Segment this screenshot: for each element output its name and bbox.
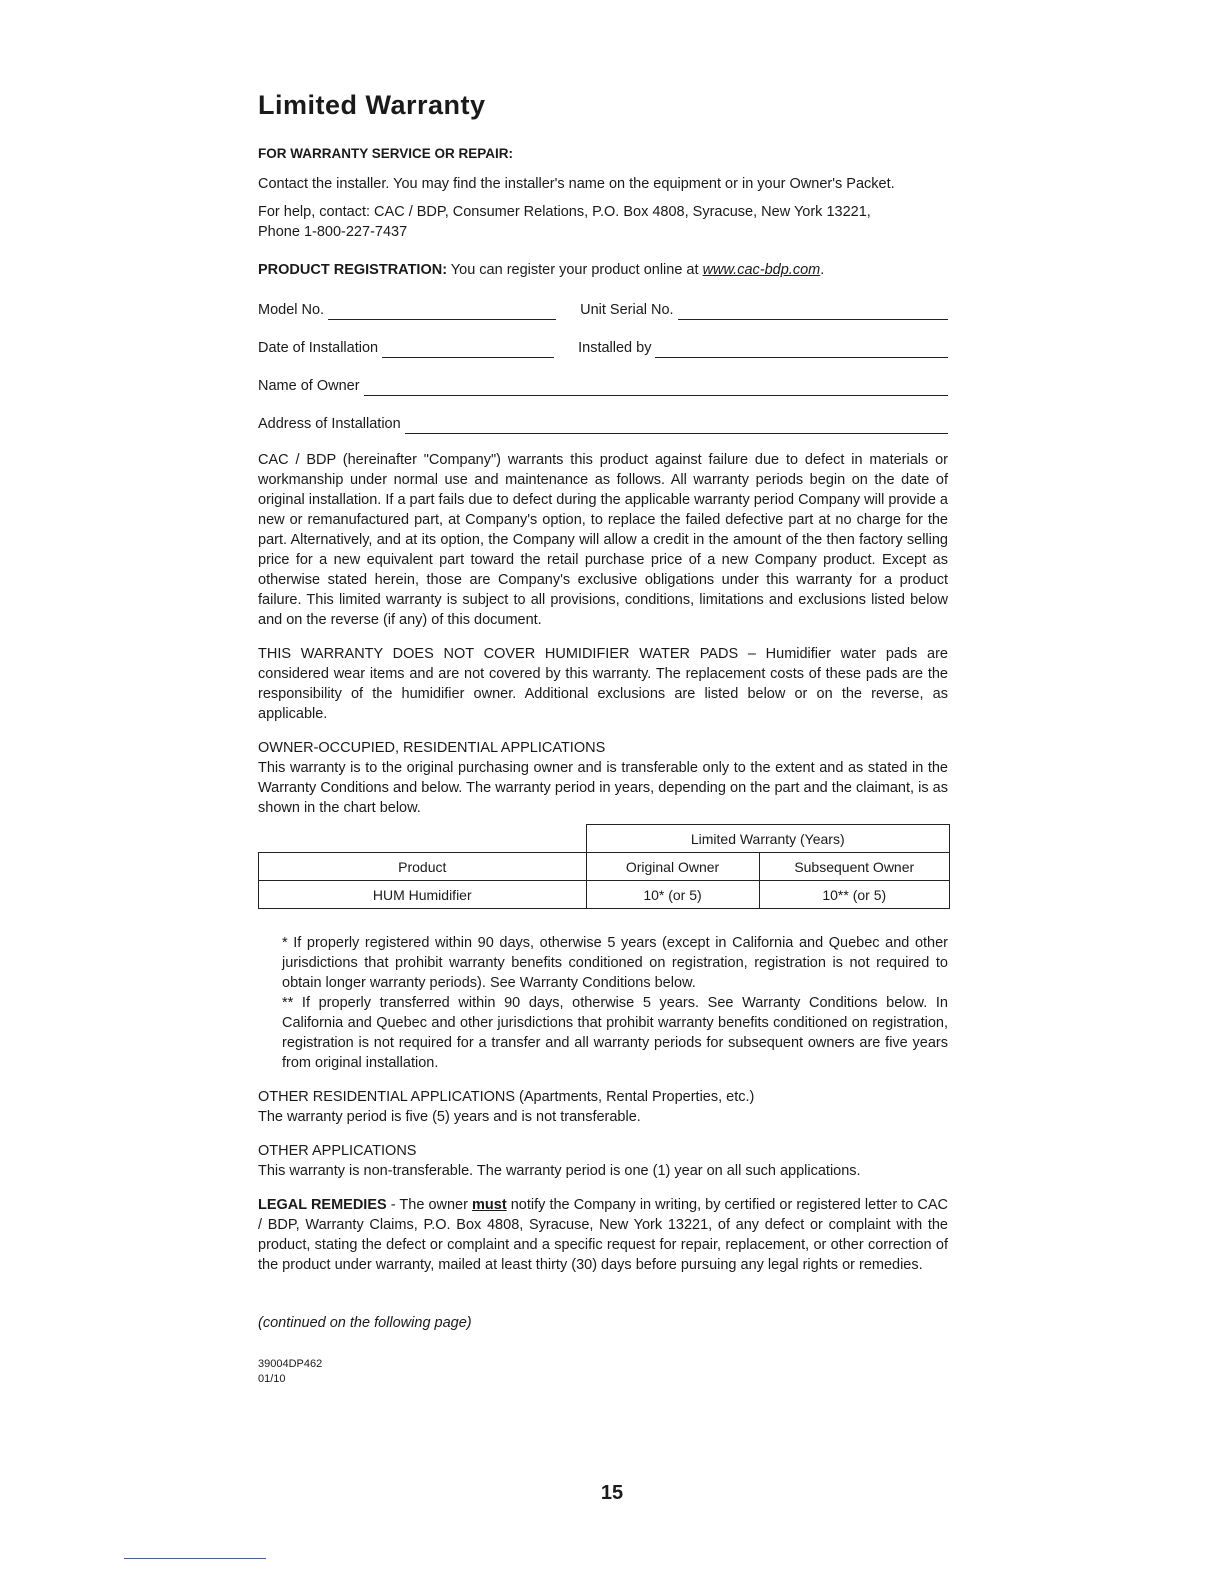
registration-label: PRODUCT REGISTRATION: bbox=[258, 262, 448, 278]
table-group-row bbox=[259, 825, 950, 853]
other-applications-heading: OTHER APPLICATIONS bbox=[258, 1143, 417, 1159]
help-contact-line: For help, contact: CAC / BDP, Consumer Relations, P.O. Box 4808, Syracuse, New York 13221, bbox=[258, 204, 871, 220]
table-cell-product: HUM Humidifier bbox=[259, 881, 587, 909]
owner-occupied-text: This warranty is to the original purchasing owner and is transferable only to the extent and as stated in the Warranty Conditions and below. The warranty period in years, depending on the part and the claimant, is as shown in the chart below. bbox=[258, 760, 948, 816]
page-number: 15 bbox=[600, 1482, 624, 1504]
install-date-field[interactable] bbox=[382, 343, 554, 358]
unit-serial-label: Unit Serial No. bbox=[580, 302, 674, 318]
registration-end: . bbox=[820, 262, 825, 278]
install-date-label: Date of Installation bbox=[258, 340, 379, 356]
other-residential-text: The warranty period is five (5) years and is not transferable. bbox=[258, 1109, 641, 1125]
doc-code: 39004DP462 bbox=[258, 1358, 323, 1370]
continued-note: (continued on the following page) bbox=[258, 1315, 472, 1331]
table-header-product: Product bbox=[259, 853, 587, 881]
model-serial-row bbox=[258, 298, 948, 320]
footnote-double: ** If properly transferred within 90 days, otherwise 5 years. See Warranty Conditions below. In California and Quebec and other jurisdictions that prohibit warranty benefits conditioned on registration, registration is not required for a transfer and all warranty periods for subsequent owners are five years from original installation. bbox=[282, 995, 948, 1071]
table-header-row bbox=[259, 853, 950, 881]
contact-installer-text: Contact the installer. You may find the installer's name on the equipment or in your Owner's Packet. bbox=[258, 176, 895, 192]
other-applications-text: This warranty is non-transferable. The warranty period is one (1) year on all such applications. bbox=[258, 1163, 861, 1179]
page-title: Limited Warranty bbox=[258, 90, 486, 120]
installed-by-field[interactable] bbox=[655, 343, 948, 358]
address-row bbox=[258, 412, 948, 434]
table-cell-original: 10* (or 5) bbox=[586, 881, 759, 909]
table-cell-subsequent: 10** (or 5) bbox=[759, 881, 950, 909]
water-pads-paragraph: THIS WARRANTY DOES NOT COVER HUMIDIFIER WATER PADS – Humidifier water pads are considered wear items and are not covered by this warranty. The replacement costs of these pads are the responsibility of the humidifier owner. Additional exclusions are listed below or on the reverse, as applicable. bbox=[258, 646, 948, 722]
corner-divider bbox=[124, 1558, 266, 1559]
warranty-table bbox=[258, 824, 950, 909]
footnotes bbox=[282, 933, 948, 1073]
registration-line bbox=[258, 260, 948, 280]
legal-remedies-post: notify the Company in writing, by certified or registered letter to CAC / BDP, Warranty Claims, P.O. Box 4808, Syracuse, New York 13221, of any defect or complaint with the product, stating the defect or complaint and a specific request for repair, replacement, or other correction of the product under warranty, mailed at least thirty (30) days before pursuing any legal rights or remedies. bbox=[258, 1197, 948, 1273]
installed-by-label: Installed by bbox=[578, 340, 652, 356]
registration-text: You can register your product online at bbox=[447, 262, 703, 278]
legal-remedies-label: LEGAL REMEDIES bbox=[258, 1197, 387, 1213]
legal-remedies-pre: - The owner bbox=[386, 1197, 473, 1213]
legal-remedies-must: must bbox=[472, 1197, 507, 1213]
table-header-subsequent: Subsequent Owner bbox=[759, 853, 950, 881]
other-residential-heading: OTHER RESIDENTIAL APPLICATIONS (Apartments, Rental Properties, etc.) bbox=[258, 1089, 755, 1105]
install-row bbox=[258, 336, 948, 358]
help-phone-line: Phone 1-800-227-7437 bbox=[258, 224, 408, 240]
warranty-page bbox=[258, 88, 948, 1387]
registration-link[interactable]: www.cac-bdp.com bbox=[702, 262, 821, 278]
model-no-field[interactable] bbox=[328, 305, 556, 320]
owner-row bbox=[258, 374, 948, 396]
legal-remedies-paragraph bbox=[258, 1195, 948, 1275]
table-row bbox=[259, 881, 950, 909]
warranty-paragraph: CAC / BDP (hereinafter "Company") warrants this product against failure due to defect in materials or workmanship under normal use and maintenance as follows. All warranty periods begin on the date of original installation. If a part fails due to defect during the applicable warranty period Company will provide a new or remanufactured part, at Company's option, to replace the failed defective part at no charge for the part. Alternatively, and at its option, the Company will allow a credit in the amount of the then factory selling price for a new equivalent part toward the retail purchase price of a new Company product. Except as otherwise stated herein, those are Company's exclusive obligations under this warranty for a product failure. This limited warranty is subject to all provisions, conditions, limitations and exclusions listed below and on the reverse (if any) of this document. bbox=[258, 452, 948, 628]
owner-name-label: Name of Owner bbox=[258, 378, 360, 394]
table-header-original: Original Owner bbox=[586, 853, 759, 881]
owner-name-field[interactable] bbox=[364, 381, 948, 396]
doc-date: 01/10 bbox=[258, 1373, 286, 1385]
service-heading: FOR WARRANTY SERVICE OR REPAIR: bbox=[258, 146, 514, 161]
address-label: Address of Installation bbox=[258, 416, 401, 432]
address-field[interactable] bbox=[405, 419, 948, 434]
unit-serial-field[interactable] bbox=[678, 305, 948, 320]
model-no-label: Model No. bbox=[258, 302, 325, 318]
footnote-single: * If properly registered within 90 days, otherwise 5 years (except in California and Quebec and other jurisdictions that prohibit warranty benefits conditioned on registration, registration is not required to obtain longer warranty periods). See Warranty Conditions below. bbox=[282, 935, 948, 991]
owner-occupied-heading: OWNER-OCCUPIED, RESIDENTIAL APPLICATIONS bbox=[258, 740, 606, 756]
table-group-header: Limited Warranty (Years) bbox=[586, 825, 950, 853]
